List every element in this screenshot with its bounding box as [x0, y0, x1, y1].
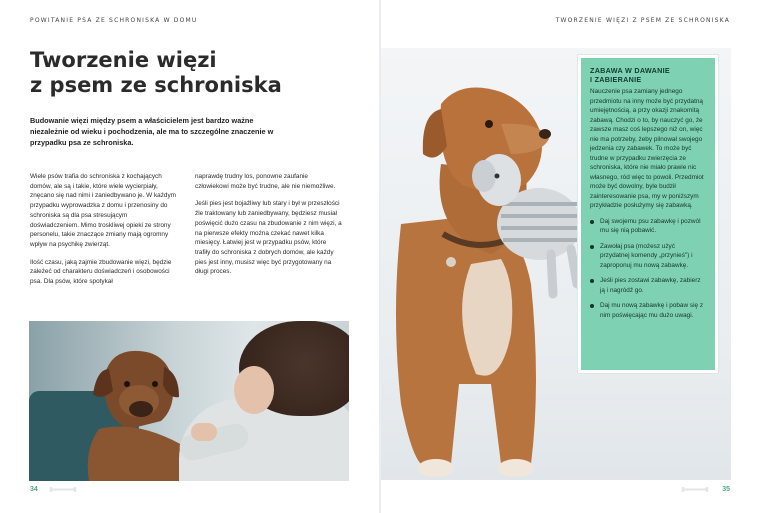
- tip-box-title-line-1: ZABAWA W DAWANIE: [590, 66, 670, 75]
- bone-icon: [680, 487, 710, 492]
- tip-step-text: Jeśli pies zostawi zabawkę, zabierz ją i nagródź go.: [600, 277, 701, 294]
- running-header-left: POWITANIE PSA ZE SCHRONISKA W DOMU: [30, 17, 198, 24]
- body-column-1: [30, 172, 178, 295]
- tip-box-body: Nauczenie psa zamiany jednego przedmiotu na inny może być przydatną umiejętnością, a przy okazji znakomitą zabawą. Chodzi o to, by nauczyć go, że zawsze masz coś lepszego niż on, więc nie ma potrzeby, żeby pilnował swojego jedzenia czy zabawek. To może być trudne w przypadku zwierzęcia ze schroniska, które nie miało prawie nic własnego, ród więc to powoli. Przedmiot może być dowolny, byle budził zainteresowanie psa, my w poniższym przykładzie posłużymy się zabawką.: [590, 88, 704, 209]
- list-item: [590, 242, 706, 271]
- photo-dog: [381, 84, 601, 480]
- tip-box-title: [590, 66, 706, 84]
- article-lead: Budowanie więzi między psem a właścicielem jest bardzo ważne niezależnie od wieku i pochodzenia, ale ma to szczególne znaczenie w przypadku psa ze schroniska.: [30, 116, 274, 147]
- page-number-left: 34: [30, 486, 38, 493]
- article-title-line-2: z psem ze schroniska: [30, 73, 282, 97]
- article-title-line-1: Tworzenie więzi: [30, 48, 217, 72]
- body-paragraph: Wiele psów trafia do schroniska z kochających domów, ale są i takie, które wiele wycierpiały, znęcano się nad nimi i zaniedbywano je. W każdym przypadku wyprowadzka z domu i przenosiny do schroniska są dla psa stresującym doświadczeniem. Mimo troskliwej opieki ze strony personelu, takie znaczące zmiany mają ogromny wpływ na psychikę zwierząt.: [30, 173, 176, 248]
- photo-woman-face: [234, 366, 274, 414]
- tip-step-text: Daj mu nową zabawkę i pobaw się z nim poświęcając mu dużo uwagi.: [600, 302, 704, 319]
- running-header-right: TWORZENIE WIĘZI Z PSEM ZE SCHRONISKA: [555, 17, 730, 24]
- tip-box-title-line-2: I ZABIERANIE: [590, 75, 642, 84]
- bone-icon: [48, 487, 78, 492]
- body-paragraph: Ilość czasu, jaką zajmie zbudowanie więzi, będzie zależeć od charakteru doświadczeń i osobowości psa. Dla psów, które spotykał: [30, 258, 172, 286]
- body-column-2: [195, 172, 343, 285]
- list-item: [590, 301, 706, 320]
- body-paragraph: naprawdę trudny los, ponowne zaufanie człowiekowi może być trudne, ale nie niemożliwe.: [195, 173, 336, 190]
- tip-step-text: Zawołaj psa (możesz użyć przydatnej komendy „przynieś") i zaproponuj mu nową zabawkę.: [600, 242, 693, 269]
- page-number-right: 35: [722, 486, 730, 493]
- photo-hand: [191, 423, 217, 441]
- list-item: [590, 217, 706, 236]
- photo-woman-with-dog: [29, 321, 349, 481]
- article-title: [30, 48, 350, 98]
- bullet-icon: [590, 245, 594, 249]
- bullet-icon: [590, 220, 594, 224]
- list-item: [590, 276, 706, 295]
- tip-box: [578, 55, 718, 373]
- tip-step-text: Daj swojemu psu zabawkę i pozwól mu się nią pobawić.: [600, 217, 701, 234]
- body-paragraph: Jeśli pies jest bojaźliwy lub stary i był w przeszłości źle traktowany lub zaniedbywany, będziesz musiał poświęcić dużo czasu na zbudowanie z nim więzi, a na pierwsze efekty można czekać nawet kilka miesięcy. Łatwiej jest w przypadku psów, które trafiły do schroniska z dobrych domów, ale każdy pies jest inny, musisz więc być przygotowany na długi proces.: [195, 200, 342, 276]
- bullet-icon: [590, 304, 594, 308]
- bullet-icon: [590, 279, 594, 283]
- tip-box-steps: [590, 217, 706, 321]
